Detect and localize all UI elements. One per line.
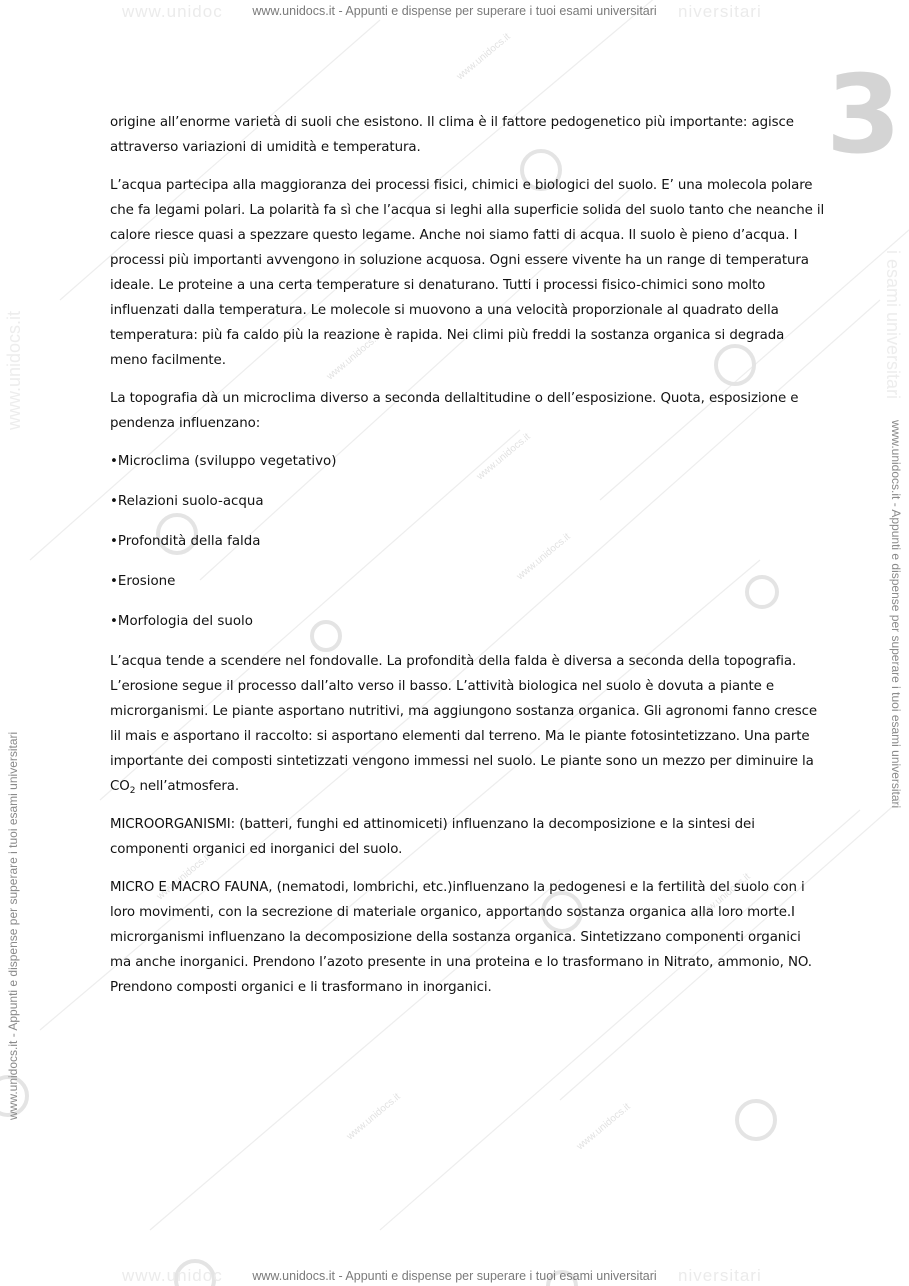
side-ghost-left: www.unidocs.it [4, 310, 24, 430]
svg-text:www.unidocs.it: www.unidocs.it [694, 871, 753, 923]
paragraph-fauna: MICRO E MACRO FAUNA, (nematodi, lombrichi, etc.)influenzano la pedogenesi e la fertilità del suolo con i loro movimenti, con la secrezione di materiale organico, apportando sostanza organica alla loro morte.I microrganismi influenzano la decomposizione della sostanza organica. Sintetizzano componenti organici ma anche inorganici. Prendono l’azoto presente in una proteina e lo trasformano in Nitrato, ammonio, NO. Prendono composti organici e li trasformano in inorganici. [110, 880, 812, 995]
paragraph-erosion-tail: nell’atmosfera. [135, 779, 240, 794]
list-item: •Erosione [110, 574, 176, 589]
co2-subscript: 2 [129, 786, 136, 796]
list-item: •Microclima (sviluppo vegetativo) [110, 454, 337, 469]
paragraph-erosion-biology [110, 649, 825, 799]
list-item: •Morfologia del suolo [110, 614, 253, 629]
paragraph-climate: origine all’enorme varietà di suoli che esistono. Il clima è il fattore pedogenetico più importante: agisce attraverso variazioni di umidità e temperatura. [110, 115, 794, 155]
top-banner[interactable]: www.unidocs.it - Appunti e dispense per superare i tuoi esami universitari [252, 4, 657, 18]
list-item: •Profondità della falda [110, 534, 261, 549]
bottom-banner[interactable]: www.unidocs.it - Appunti e dispense per superare i tuoi esami universitari [252, 1269, 657, 1283]
paragraph-microorganisms: MICROORGANISMI: (batteri, funghi ed attinomiceti) influenzano la decomposizione e la sintesi dei componenti organici ed inorganici del suolo. [110, 817, 755, 857]
banner-ghost-left: www.unidoc [122, 2, 223, 21]
paragraph-water: L’acqua partecipa alla maggioranza dei processi fisici, chimici e biologici del suolo. E’ una molecola polare che fa legami polari. La polarità fa sì che l’acqua si leghi alla superficie solida del suolo tanto che neanche il calore riesce quasi a spezzare questo legame. Anche noi siamo fatti di acqua. Il suolo è pieno d’acqua. I processi più importanti avvengono in soluzione acquosa. Ogni essere vivente ha un range di temperatura ideale. Le proteine a una certa temperature si denaturano. Tutti i processi fisico-chimici sono molto influenzati dalla temperatura. Le molecole si muovono a una velocità proporzionale al quadrato della temperatura: più fa caldo più la reazione è rapida. Nei climi più freddi la sostanza organica si degrada meno facilmente. [110, 178, 825, 368]
banner-ghost-right-bottom: niversitari [678, 1266, 762, 1285]
list-item: •Relazioni suolo-acqua [110, 494, 264, 509]
banner-ghost-left-bottom: www.unidoc [122, 1266, 223, 1285]
svg-text:www.unidocs.it: www.unidocs.it [344, 1091, 403, 1143]
svg-text:www.unidocs.it: www.unidocs.it [514, 531, 573, 583]
svg-text:www.unidocs.it: www.unidocs.it [574, 1101, 633, 1153]
page-number: 3 [826, 53, 902, 178]
side-ghost-right: i esami universitari [883, 250, 903, 400]
svg-text:www.unidocs.it: www.unidocs.it [324, 331, 383, 383]
left-side-banner[interactable]: www.unidocs.it - Appunti e dispense per superare i tuoi esami universitari [6, 731, 20, 1120]
svg-text:www.unidocs.it: www.unidocs.it [474, 431, 533, 483]
banner-ghost-right: niversitari [678, 2, 762, 21]
paragraph-erosion-text: L’acqua tende a scendere nel fondovalle. La profondità della falda è diversa a seconda della topografia. L’erosione segue il processo dall’alto verso il basso. L’attività biologica nel suolo è dovuta a piante e microrganismi. Le piante asportano nutritivi, ma aggiungono sostanza organica. Gli agronomi fanno cresce lil mais e asportano il raccolto: si asportano elementi dal terreno. Ma le piante fotosintetizzano. Una parte importante dei composti sintetizzati vengono immessi nel suolo. Le piante sono un mezzo per diminuire la CO [110, 654, 817, 794]
paragraph-topography: La topografia dà un microclima diverso a seconda dellaltitudine o dell’esposizione. Quota, esposizione e pendenza influenzano: [110, 391, 799, 431]
bullet-list [110, 449, 825, 634]
document-body [110, 110, 825, 1013]
right-side-banner[interactable]: www.unidocs.it - Appunti e dispense per superare i tuoi esami universitari [889, 420, 903, 809]
svg-text:www.unidocs.it: www.unidocs.it [454, 31, 513, 83]
svg-text:www.unidocs.it: www.unidocs.it [154, 851, 213, 903]
